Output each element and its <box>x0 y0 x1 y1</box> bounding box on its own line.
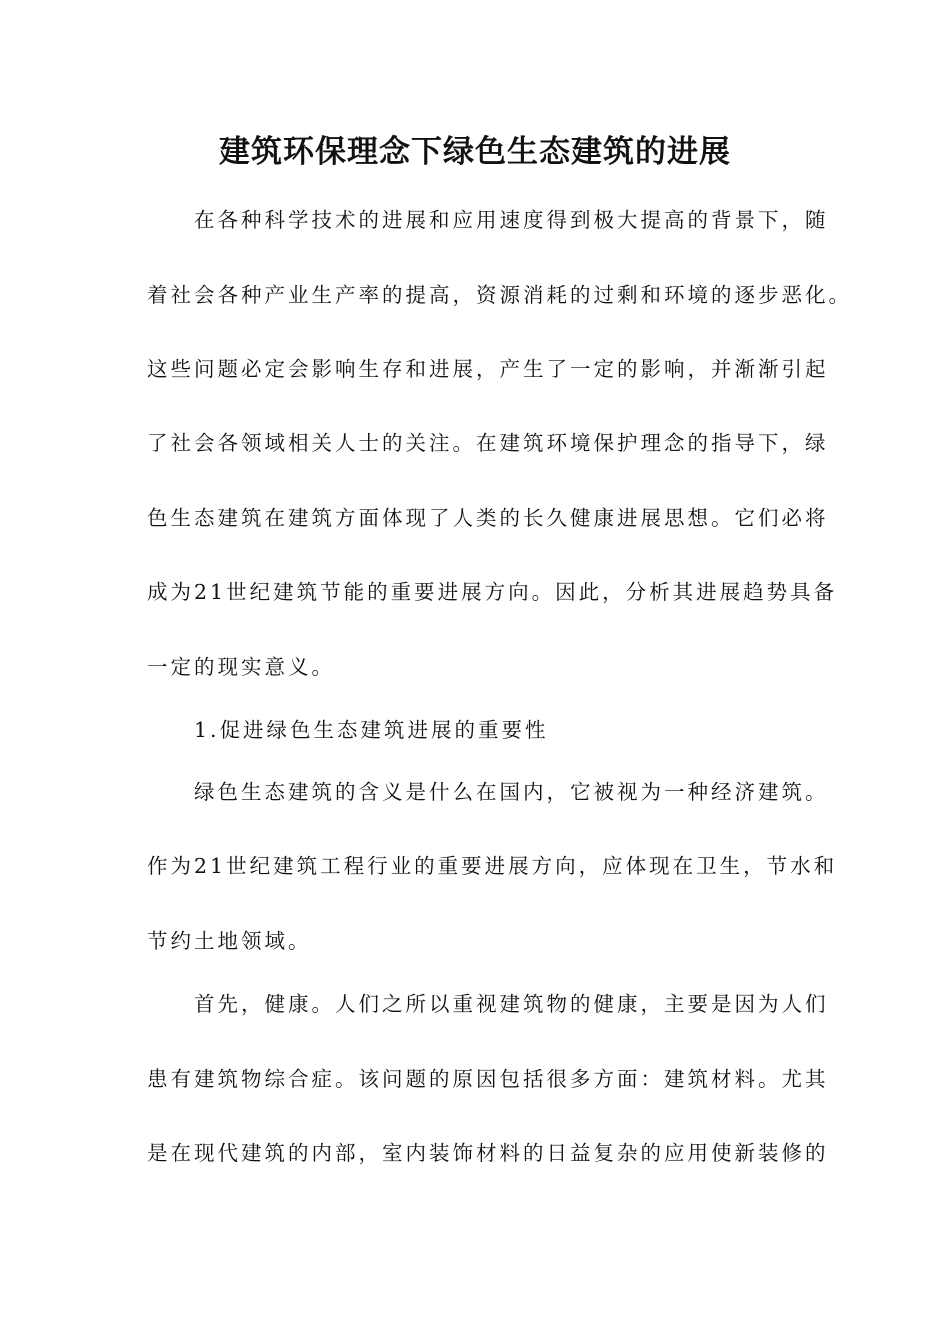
paragraph-line: 患有建筑物综合症。该问题的原因包括很多方面：建筑材料。尤其 <box>147 1067 829 1091</box>
paragraph-line: 是在现代建筑的内部，室内装饰材料的日益复杂的应用使新装修的 <box>147 1141 829 1165</box>
paragraph-line: 着社会各种产业生产率的提高，资源消耗的过剩和环境的逐步恶化。 <box>147 283 852 307</box>
paragraph-line: 节约土地领域。 <box>147 929 312 953</box>
paragraph-line: 在各种科学技术的进展和应用速度得到极大提高的背景下，随 <box>194 208 829 232</box>
document-title: 建筑环保理念下绿色生态建筑的进展 <box>219 134 731 170</box>
paragraph-line: 一定的现实意义。 <box>147 655 335 679</box>
section-heading: 1.促进绿色生态建筑进展的重要性 <box>194 718 549 742</box>
paragraph-line: 绿色生态建筑的含义是什么在国内，它被视为一种经济建筑。 <box>194 780 829 804</box>
paragraph-line: 了社会各领域相关人士的关注。在建筑环境保护理念的指导下，绿 <box>147 431 829 455</box>
paragraph-line: 成为21世纪建筑节能的重要进展方向。因此，分析其进展趋势具备 <box>147 580 838 604</box>
paragraph-line: 这些问题必定会影响生存和进展，产生了一定的影响，并渐渐引起 <box>147 357 829 381</box>
paragraph-line: 色生态建筑在建筑方面体现了人类的长久健康进展思想。它们必将 <box>147 506 829 530</box>
paragraph-line: 作为21世纪建筑工程行业的重要进展方向，应体现在卫生，节水和 <box>147 854 838 878</box>
paragraph-line: 首先，健康。人们之所以重视建筑物的健康，主要是因为人们 <box>194 992 829 1016</box>
